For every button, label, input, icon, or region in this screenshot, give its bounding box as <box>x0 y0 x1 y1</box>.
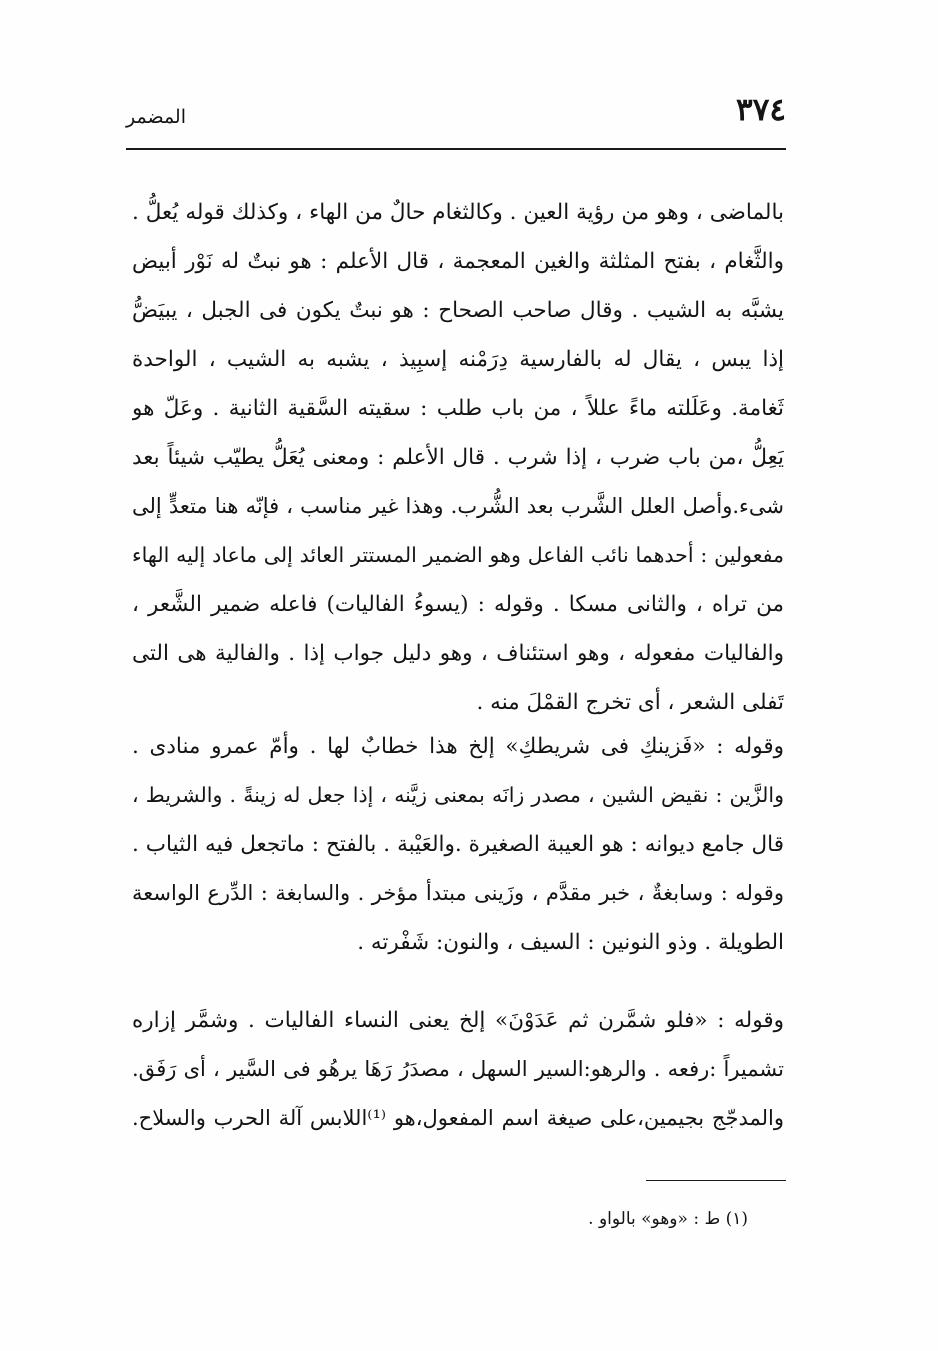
text-line: من تراه ، والثانى مسكا . وقوله : (يسوءُ الفاليات) فاعله ضمير الشَّعر ، <box>132 592 784 617</box>
text-line: قال جامع ديوانه : هو العيبة الصغيرة .والعَيْبة . بالفتح : ماتجعل فيه الثياب . <box>132 832 784 857</box>
text-line: وقوله : وسابغةٌ ، خبر مقدَّم ، وزَينى مبتدأ مؤخر . والسابغة : الدِّرع الواسعة <box>132 881 784 905</box>
text-line: تَفلى الشعر ، أى تخرج القمْلَ منه . <box>476 690 784 715</box>
paragraph-2 <box>132 722 784 967</box>
text-line: والزَّين : نقيض الشين ، مصدر زانَه بمعنى زيَّنه ، إذا جعل له زينةً . والشريط ، <box>132 783 784 807</box>
text-line: ثَغامة. وعَلَلته ماءً عللاً ، من باب طلب : سقيته السَّقية الثانية . وعَلّ هو <box>132 396 784 421</box>
page-number: ٣٧٤ <box>736 92 786 128</box>
text-line: والمدجّج بجيمين،على صيغة اسم المفعول،هو ⁽¹⁾اللابس آلة الحرب والسلاح. <box>132 1106 784 1130</box>
text-line: مفعولين : أحدهما نائب الفاعل وهو الضمير المستتر العائد إلى ماعاد إليه الهاء <box>132 543 784 567</box>
footnote: (١) ط : «وهو» بالواو . <box>588 1209 748 1229</box>
text-line: إذا يبس ، يقال له بالفارسية دِرَمْنه إسبِيذ ، يشبه به الشيب ، الواحدة <box>132 347 784 372</box>
text-line: يَعِلُّ ،من باب ضرب ، إذا شرب . قال الأعلم : ومعنى يُعَلُّ يطيّب شيئاً بعد <box>132 445 784 470</box>
text-line: بالماضى ، وهو من رؤية العين . وكالثغام حالٌ من الهاء ، وكذلك قوله يُعلُّ . <box>132 200 784 225</box>
text-line: تشميراً :رفعه . والرهو:السير السهل ، مصدَرُ رَهَا يرهُو فى السَّير ، أى رَفَق. <box>132 1057 784 1081</box>
text-line: شىء.وأصل العلل الشَّرب بعد الشُّرب. وهذا غير مناسب ، فإنّه هنا متعدٍّ إلى <box>132 494 784 518</box>
text-line: والثَّغام ، بفتح المثلثة والغين المعجمة ، قال الأعلم : هو نبتٌ له نَوْر أبيض <box>132 249 784 274</box>
header-rule <box>126 148 786 150</box>
paragraph-1 <box>132 188 784 727</box>
footnote-rule <box>646 1180 786 1181</box>
text-line: يشبَّه به الشيب . وقال صاحب الصحاح : هو نبتٌ يكون فى الجبل ، يبيَضُّ <box>132 298 784 323</box>
text-line: وقوله : «فَزينكِ فى شريطكِ» إلخ هذا خطابٌ لها . وأمّ عمرو منادى . <box>132 734 784 759</box>
text-line: الطويلة . وذو النونين : السيف ، والنون: شَفْرته . <box>357 930 784 955</box>
paragraph-3 <box>132 996 784 1143</box>
page-header <box>126 92 786 142</box>
running-head: المضمر <box>126 106 186 128</box>
text-line: والفاليات مفعوله ، وهو استئناف ، وهو دليل جواب إذا . والفالية هى التى <box>132 641 784 666</box>
text-line: وقوله : «فلو شمَّرن ثم عَدَوْنَ» إلخ يعنى النساء الفاليات . وشمَّر إزاره <box>132 1008 784 1033</box>
